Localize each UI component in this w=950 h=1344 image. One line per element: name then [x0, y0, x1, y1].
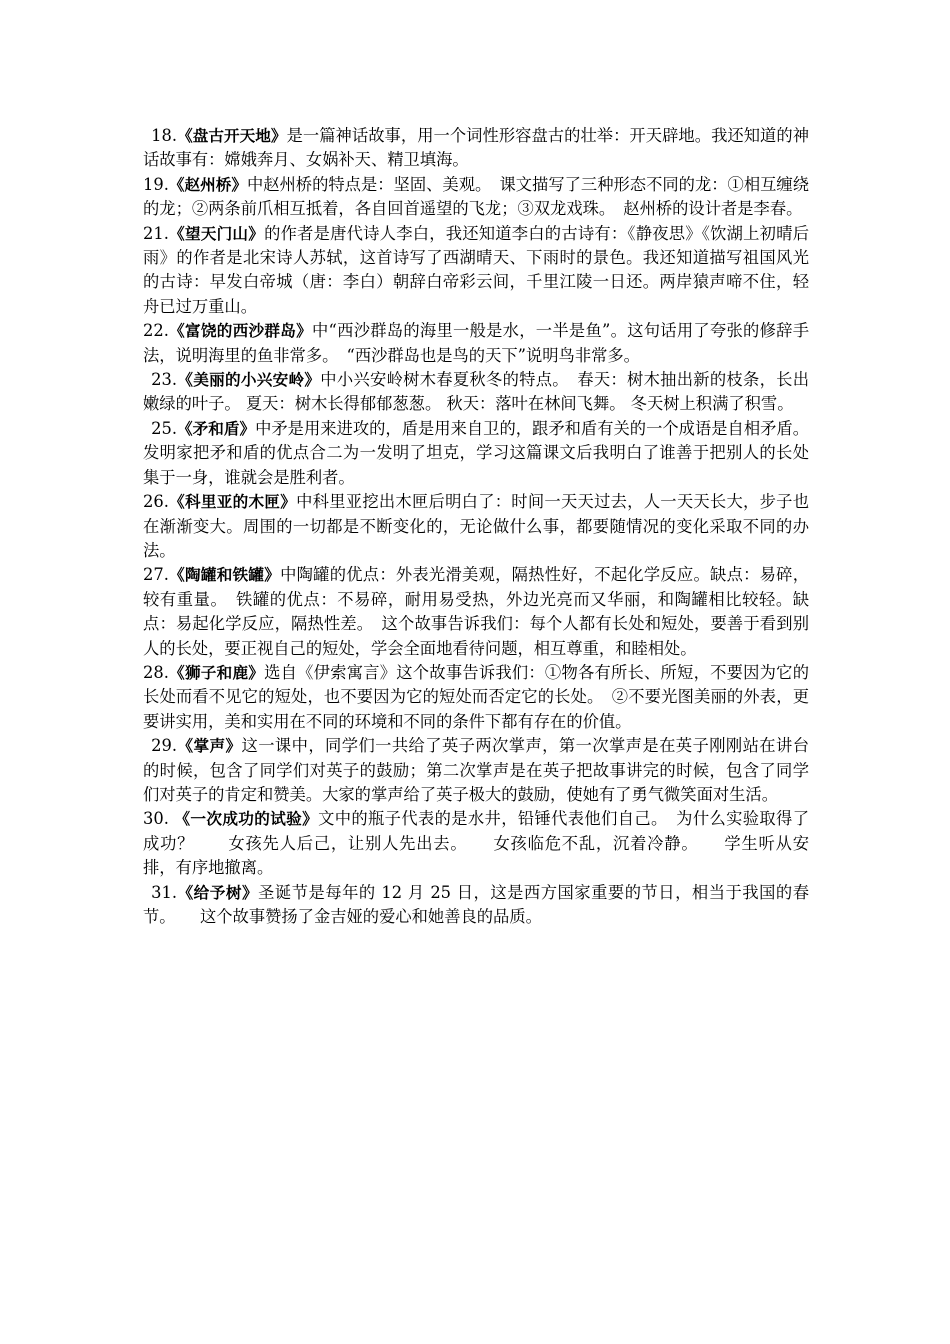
paragraph-number: 26.: [143, 492, 169, 512]
lesson-title: 《给予树》: [177, 883, 259, 902]
paragraph-text: 文中的瓶子代表的是水井，铅锤代表他们自己。 为什么实验取得了成功？ 女孩先人后己，让别人先出去。 女孩临危不乱，沉着冷静。 学生听从安排，有序地撤离。: [143, 809, 809, 878]
lesson-title: 《美丽的小兴安岭》: [177, 371, 321, 390]
paragraph-text: 这一课中，同学们一共给了英子两次掌声，第一次掌声是在英子刚刚站在讲台的时候，包含了同学们对英子的鼓励；第二次掌声是在英子把故事讲完的时候，包含了同学们对英子的肯定和赞美。大家的掌声给了英子极大的鼓励，使她有了勇气微笑面对生活。: [143, 736, 809, 804]
paragraph-text: 中陶罐的优点：外表光滑美观，隔热性好，不起化学反应。缺点：易碎，较有重量。 铁罐的优点：不易碎，耐用易受热，外边光亮而又华丽，和陶罐相比较轻。缺点：易起化学反应，隔热性差。 这个故事告诉我们：每个人都有长处和短处，要善于看到别人的长处，要正视自己的短处，学会全面地看待问题，相互尊重，和睦相处。: [143, 565, 809, 658]
paragraph-text: 的作者是唐代诗人李白，我还知道李白的古诗有：《静夜思》《饮湖上初晴后雨》的作者是北宋诗人苏轼，这首诗写了西湖晴天、下雨时的景色。我还知道描写祖国风光的古诗：早发白帝城（唐：李白）朝辞白帝彩云间，千里江陵一日还。两岸猿声啼不住，轻舟已过万重山。: [143, 223, 809, 316]
paragraph: [143, 417, 809, 490]
lesson-title: 《一次成功的试验》: [174, 810, 319, 829]
paragraph: [143, 222, 809, 320]
paragraph-number: 21.: [143, 223, 169, 243]
paragraph-number: 29.: [151, 736, 178, 756]
paragraph: [143, 368, 809, 417]
paragraph-text: 中“西沙群岛的海里一般是水，一半是鱼”。这句话用了夸张的修辞手法，说明海里的鱼非常多。 “西沙群岛也是鸟的天下”说明鸟非常多。: [143, 321, 809, 365]
paragraph-text: 中科里亚挖出木匣后明白了：时间一天天过去，人一天天长大，步子也在渐渐变大。周围的一切都是不断变化的，无论做什么事，都要随情况的变化采取不同的办法。: [143, 492, 809, 560]
paragraph: [143, 124, 809, 173]
paragraph-text: 选自《伊索寓言》这个故事告诉我们：①物各有所长、所短，不要因为它的长处而看不见它的短处，也不要因为它的短处而否定它的长处。 ②不要光图美丽的外表，更要讲实用，美和实用在不同的环境和不同的条件下都有存在的价值。: [143, 662, 809, 731]
paragraph-text: 中矛是用来进攻的，盾是用来自卫的，跟矛和盾有关的一个成语是自相矛盾。发明家把矛和盾的优点合二为一发明了坦克，学习这篇课文后我明白了谁善于把别人的长处集于一身，谁就会是胜利者。: [143, 418, 809, 487]
paragraph-number: 28.: [143, 662, 169, 682]
paragraph: [143, 807, 809, 880]
paragraph: [143, 734, 809, 807]
lesson-title: 《富饶的西沙群岛》: [168, 322, 312, 341]
lesson-title: 《科里亚的木匣》: [168, 493, 297, 512]
paragraph-number: 30.: [143, 809, 175, 829]
lesson-title: 《盘古开天地》: [177, 127, 287, 145]
lesson-title: 《赵州桥》: [168, 175, 247, 194]
lesson-title: 《狮子和鹿》: [168, 663, 265, 682]
paragraph: [143, 881, 809, 930]
lesson-title: 《望天门山》: [168, 224, 265, 243]
paragraph: [143, 661, 809, 734]
paragraph: [143, 563, 809, 661]
paragraph-number: 18.: [151, 126, 178, 145]
lesson-title: 《矛和盾》: [177, 419, 256, 438]
paragraph-text: 是一篇神话故事，用一个词性形容盘古的壮举：开天辟地。我还知道的神话故事有：嫦娥奔月、女娲补天、精卫填海。: [143, 126, 809, 170]
paragraph-text: 中赵州桥的特点是：坚固、美观。 课文描写了三种形态不同的龙：①相互缠绕的龙；②两条前爪相互抵着，各自回首遥望的飞龙；③双龙戏珠。 赵州桥的设计者是李春。: [143, 174, 809, 219]
document-page: [143, 124, 809, 929]
paragraph: [143, 173, 809, 222]
paragraph: [143, 490, 809, 563]
paragraph-number: 27.: [143, 565, 169, 585]
paragraph-number: 23.: [151, 370, 178, 390]
paragraph-number: 22.: [143, 321, 169, 341]
paragraph-number: 31.: [151, 882, 178, 902]
paragraph-text: 圣诞节是每年的 12 月 25 日，这是西方国家重要的节日，相当于我国的春节。 这个故事赞扬了金吉娅的爱心和她善良的品质。: [143, 882, 809, 926]
paragraph: [143, 319, 809, 368]
lesson-title: 《掌声》: [177, 737, 242, 756]
paragraph-number: 25.: [151, 418, 178, 438]
paragraph-text: 中小兴安岭树木春夏秋冬的特点。 春天：树木抽出新的枝条，长出嫩绿的叶子。 夏天：树木长得郁郁葱葱。 秋天：落叶在林间飞舞。 冬天树上积满了积雪。: [143, 370, 809, 414]
lesson-title: 《陶罐和铁罐》: [168, 566, 281, 585]
paragraph-number: 19.: [143, 174, 169, 194]
